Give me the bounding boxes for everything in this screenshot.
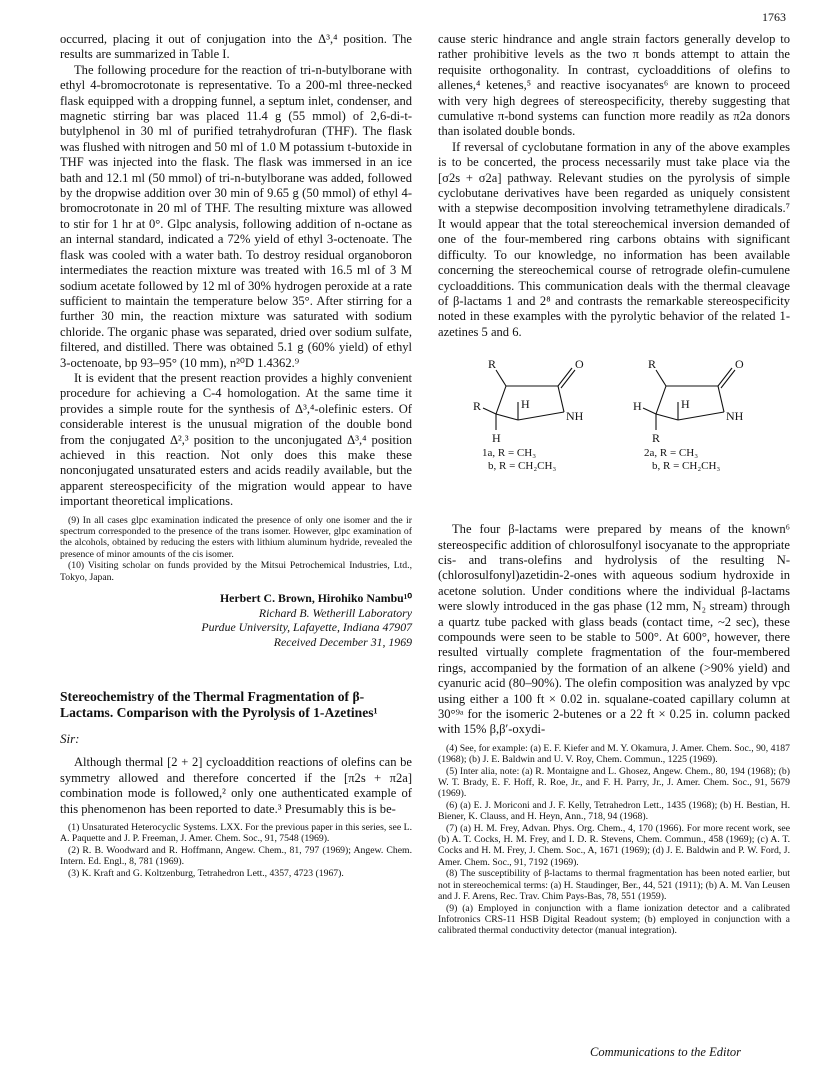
footnote: (9) In all cases glpc examination indicated the presence of only one isomer and the ir spectrum corresponded to the presence of the trans isomer. However, glpc examination of the alcohols, obtained by reducing the esters with lithium aluminum hydride, revealed the presence of minor amounts of the cis isomer.: [60, 514, 412, 560]
affiliation-lab: Richard B. Wetherill Laboratory: [258, 605, 412, 620]
svg-text:R: R: [652, 431, 661, 446]
received-date: Received December 31, 1969: [273, 634, 412, 649]
footnote: (4) See, for example: (a) E. F. Kiefer and M. Y. Okamura, J. Amer. Chem. Soc., 90, 4187 (1968); (b) J. E. Baldwin and U. V. Roy, Chem. Commun., 1225 (1969).: [438, 742, 790, 766]
footnote: (6) (a) E. J. Moriconi and J. F. Kelly, Tetrahedron Lett., 1435 (1968); (b) H. Bestian, H. Biener, K. Clauss, and H. Heyn, Ann., 718, 94 (1968).: [438, 799, 790, 823]
structure-1-label-b: b, R = CH₂CH₃: [488, 460, 557, 473]
right-column: [438, 32, 790, 937]
footnotes: [60, 822, 412, 879]
svg-text:R: R: [648, 357, 657, 372]
svg-text:H: H: [521, 397, 530, 412]
left-column: [60, 32, 412, 879]
article-title: Stereochemistry of the Thermal Fragmentation of β-Lactams. Comparison with the Pyrolysis of 1-Azetines¹: [60, 689, 378, 721]
chemical-structures: [438, 346, 790, 522]
affiliation-university: Purdue University, Lafayette, Indiana 47907: [201, 620, 412, 635]
footnotes: [60, 515, 412, 583]
salutation: Sir:: [60, 731, 80, 747]
signature-block: [60, 591, 412, 649]
footnote: (3) K. Kraft and G. Koltzenburg, Tetrahedron Lett., 4357, 4723 (1967).: [68, 867, 344, 879]
structure-1-labels: [473, 357, 584, 445]
paragraph: If reversal of cyclobutane formation in any of the above examples is to be concerted, the process necessarily must take place via the [σ2s + σ2a] pathway. Relevant studies on the pyrolysis of simple cyclobutane derivatives have been regarded as uniquely consistent with a stepwise decomposition involving tetramethylene diradicals.⁷ It would appear that the total stereochemical inversion demanded of one of the four-membered ring carbons obtains with significant difficulty. To our knowledge, no information has been available concerning the stereochemical course of retrograde olefin-cumulene cycloadditions. This communication deals with the thermal cleavage of β-lactams 1 and 2⁸ and contrasts the remarkable stereospecificity noted in these examples with the pyrolytic behavior of the related 1-azetines 5 and 6.: [438, 139, 790, 339]
svg-text:O: O: [575, 357, 584, 372]
paragraph: Although thermal [2 + 2] cycloaddition reactions of olefins can be symmetry allowed and therefore concerted if the [π2s + π2a] combination mode is followed,² only one authenticated example of this phenomenon has been reported to date.³ Presumably this is be-: [60, 755, 412, 816]
footnote: (10) Visiting scholar on funds provided by the Mitsui Petrochemical Industries, Ltd., Tokyo, Japan.: [60, 560, 412, 583]
svg-text:H: H: [492, 431, 501, 446]
footnote: (9) (a) Employed in conjunction with a flame ionization detector and a calibrated Infotronics CRS-11 HSB Digital Readout system; (b) employed in conjunction with a calibrated thermal conductivity detector (manual integration).: [438, 902, 790, 937]
svg-text:R: R: [488, 357, 497, 372]
paragraph: cause steric hindrance and angle strain factors generally develop to rather prohibitive levels as the two π bonds attempt to attain the requisite orthogonality. In contrast, cycloadditions of olefins to allenes,⁴ ketenes,⁵ and reactive isocyanates⁶ are known to proceed with very high degrees of stereospecificity, thereby suggesting that cumulative π-bond systems can function more readily as π2a donors than isolated double bonds.: [438, 32, 790, 139]
paragraph: The four β-lactams were prepared by means of the known⁶ stereospecific addition of chlorosulfonyl isocyanate to the appropriate cis- and trans-olefins and hydrolysis of the resulting N-(chlorosulfonyl)azetidin-2-ones with aqueous sodium hydroxide in acetone solution. Under conditions where the individual β-lactams were slowly introduced in the gas phase (12 mm, N₂ stream) through a quartz tube packed with glass beads (contact time, ~2 sec), these compounds were seen to be stable to 500°. At 600°, however, there resulted virtually complete fragmentation of the four-membered rings, accompanied by the formation of an alkene (>90% yield) and cyanuric acid (80–90%). The olefin composition was analyzed by vpc using either a 100 ft × 0.02 in. squalane-coated capillary column at 30°⁹ᵃ for the isomeric 2-butenes or a 22 ft × 0.25 in. column packed with 15% β,β′-oxydi-: [438, 522, 790, 737]
page-number: 1763: [762, 10, 786, 24]
footnote: (2) R. B. Woodward and R. Hoffmann, Angew. Chem., 81, 797 (1969); Angew. Chem. Intern. Ed. Engl., 8, 781 (1969).: [60, 844, 412, 868]
structure-2-labels: [633, 357, 744, 445]
footnote: (1) Unsaturated Heterocyclic Systems. LXX. For the previous paper in this series, see L. A. Paquette and J. P. Freeman, J. Amer. Chem. Soc., 91, 7548 (1969).: [60, 822, 412, 845]
structure-2-label-a: 2a, R = CH₃: [644, 447, 699, 460]
beta-lactam-structures-figure: [438, 346, 790, 522]
svg-text:NH: NH: [566, 409, 584, 424]
svg-text:R: R: [473, 399, 482, 414]
svg-text:H: H: [681, 397, 690, 412]
paragraph: occurred, placing it out of conjugation into the Δ³,⁴ position. The results are summarized in Table I.: [60, 32, 412, 62]
footnote: (7) (a) H. M. Frey, Advan. Phys. Org. Chem., 4, 170 (1966). For more recent work, see (b) A. T. Cocks, H. M. Frey, and I. D. R. Stevens, Chem. Commun., 458 (1969); (c) A. T. Cocks and H. M. Frey, J. Chem. Soc., A, 1671 (1969); (d) J. E. Baldwin and P. W. Ford, J. Amer. Chem. Soc., 91, 7192 (1969).: [438, 822, 790, 868]
author-names: Herbert C. Brown, Hirohiko Nambu¹⁰: [220, 591, 412, 606]
structure-2-label-b: b, R = CH₂CH₃: [652, 460, 721, 473]
svg-text:H: H: [633, 399, 642, 414]
svg-text:NH: NH: [726, 409, 744, 424]
paragraph: The following procedure for the reaction of tri-n-butylborane with ethyl 4-bromocrotonate is representative. To a 200-ml three-necked flask equipped with a dropping funnel, a septum inlet, condenser, and magnetic stirring bar was placed 11.4 g (55 mmol) of 2,6-di-t-butylphenol in 30 ml of purified tetrahydrofuran (THF). The flask was flushed with nitrogen and 50 ml of 1.0 M potassium t-butoxide in THF was injected into the flask. The flask was immersed in an ice bath and 12.1 ml (50 mmol) of tri-n-butylborane was added, followed by the dropwise addition over 30 min of 9.65 g (50 mmol) of ethyl 4-bromocrotonate in 20 ml of THF. The resulting mixture was allowed to stir for 1 hr at 0°. Glpc analysis, following addition of n-octane as an internal standard, indicated a 72% yield of ethyl 3-octenoate. The flask was cooled with a water bath. To destroy residual organoboron intermediates the reaction mixture was treated with 16.5 ml of 3 M sodium acetate followed by 12 ml of 30% hydrogen peroxide at a rate sufficient to maintain the temperature below 35°. After stirring for a further 30 min, the reaction mixture was saturated with sodium chloride. The organic phase was separated, dried over sodium sulfate, filtered, and distilled. There was obtained 5.1 g (60% yield) of ethyl 3-octenoate, bp 93–95° (10 mm), n²⁰D 1.4362.⁹: [60, 62, 412, 370]
running-footer: Communications to the Editor: [590, 1045, 742, 1059]
footnote: (8) The susceptibility of β-lactams to thermal fragmentation has been noted earlier, but not in stereochemical terms: (a) H. Staudinger, Ber., 44, 521 (1911); (b) A. M. Van Leusen and J. F. Arens, Rec. Trav. Chim Pays-Bas, 78, 551 (1959).: [438, 868, 790, 903]
footnote: (5) Inter alia, note: (a) R. Montaigne and L. Ghosez, Angew. Chem., 80, 194 (1968); (b) W. T. Brady, E. F. Hoff, R. Roe, Jr., and F. H. Parry, Jr., J. Amer. Chem. Soc., 91, 5679 (1969).: [438, 765, 790, 800]
footnotes: [438, 743, 790, 937]
paragraph: It is evident that the present reaction provides a highly convenient procedure for achieving a C-4 homologation. At the same time it provides a simple route for the synthesis of Δ³,⁴-olefinic esters. Of considerable interest is the unusual migration of the double bond from the conjugated Δ²,³ position to the unconjugated Δ³,⁴ position achieved in this reaction. Not only does this make these nonconjugated unsaturated esters and acids readily available, but the apparent stereospecificity of the migration would appear to have important theoretical implications.: [60, 370, 412, 509]
structure-1-label-a: 1a, R = CH₃: [482, 447, 537, 460]
svg-text:O: O: [735, 357, 744, 372]
